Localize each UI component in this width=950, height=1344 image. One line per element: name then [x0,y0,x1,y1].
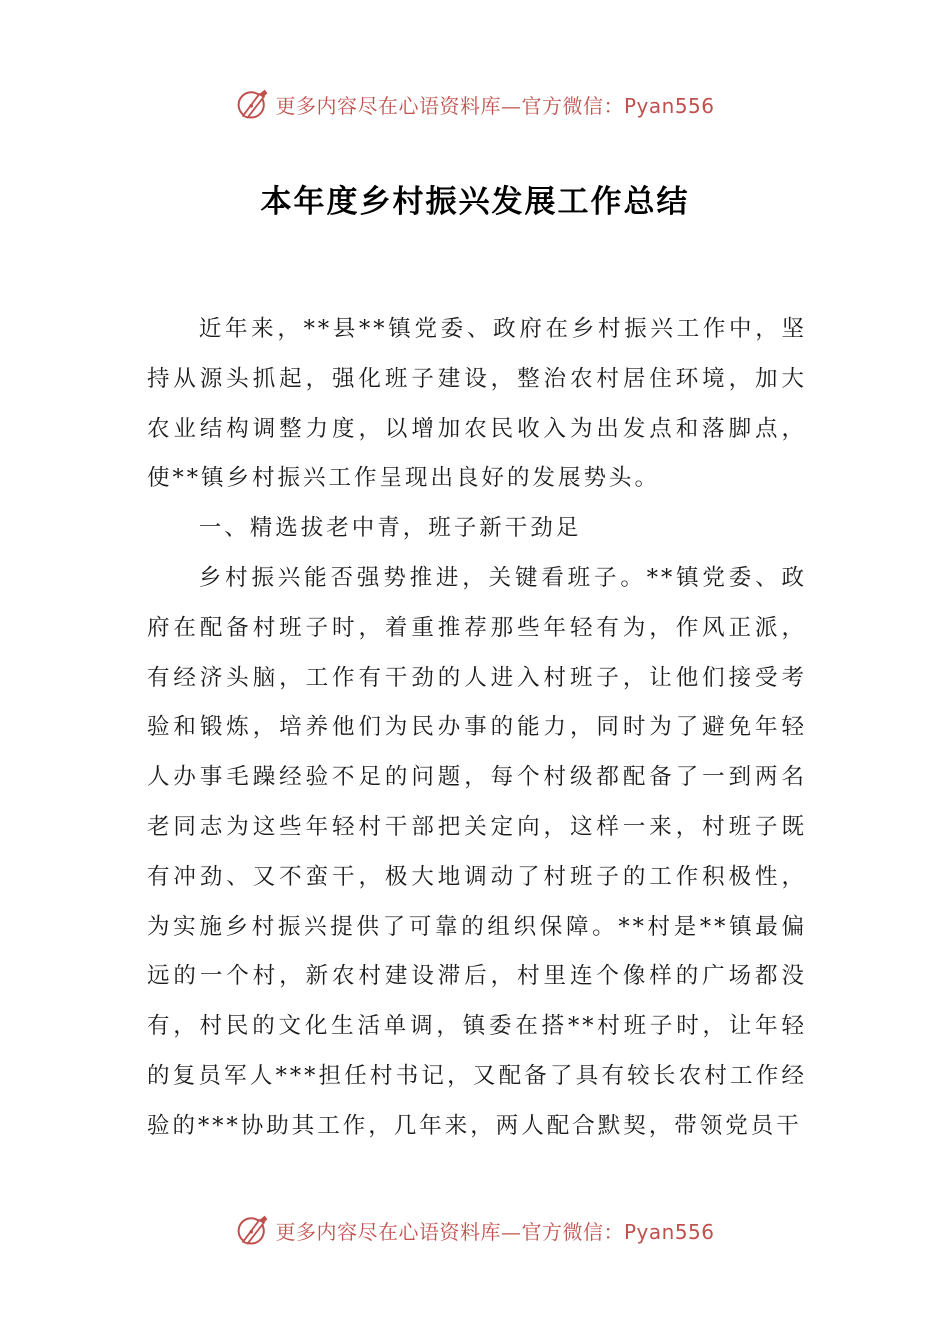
header-banner-text: 更多内容尽在心语资料库—官方微信：Pyan556 [275,93,715,118]
document-title: 本年度乡村振兴发展工作总结 [260,184,690,220]
pen-nib-circle-icon [235,1212,271,1248]
section-heading-1: 一、精选拔老中青，班子新干劲足 [198,515,582,542]
paragraph-section-1: 乡村振兴能否强势推进，关键看班子。**镇党委、政府在配备村班子时，着重推荐那些年轻有为，作风正派，有经济头脑，工作有干劲的人进入村班子，让他们接受考验和锻炼，培养他们为民办事的能力，同时为了避免年轻人办事毛躁经验不足的问题，每个村级都配备了一到两名老同志为这些年轻村干部把关定向，这样一来，村班子既有冲劲、又不蛮干，极大地调动了村班子的工作积极性，为实施乡村振兴提供了可靠的组织保障。**村是**镇最偏远的一个村，新农村建设滞后，村里连个像样的广场都没有，村民的文化生活单调，镇委在搭**村班子时，让年轻的复员军人***担任村书记，又配备了具有较长农村工作经验的***协助其工作，几年来，两人配合默契，带领党员干 [147,564,807,1139]
header-watermark-banner [0,82,950,126]
paragraph-intro: 近年来，**县**镇党委、政府在乡村振兴工作中，坚持从源头抓起，强化班子建设，整治农村居住环境，加大农业结构调整力度，以增加农民收入为出发点和落脚点，使**镇乡村振兴工作呈现出良好的发展势头。 [147,316,807,492]
header-banner-handle: Pyan556 [623,93,715,118]
pen-nib-circle-icon [235,86,271,122]
footer-banner-handle: Pyan556 [623,1219,715,1244]
footer-watermark-banner [0,1208,950,1252]
document-body [147,305,807,1152]
footer-banner-text: 更多内容尽在心语资料库—官方微信：Pyan556 [275,1219,715,1244]
